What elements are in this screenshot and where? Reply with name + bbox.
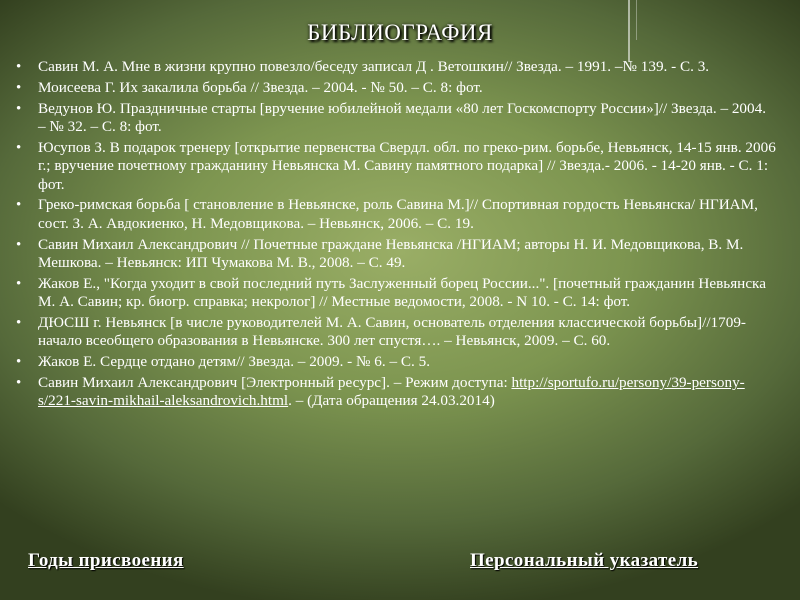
- item-text: Жаков Е. Сердце отдано детям// Звезда. – 2009. - № 6. – С. 5.: [38, 353, 431, 371]
- slide-title: БИБЛИОГРАФИЯ: [307, 20, 493, 45]
- list-item: [16, 353, 776, 371]
- bullet-icon: •: [16, 100, 22, 117]
- personal-index-nav-link[interactable]: Персональный указатель: [470, 550, 699, 571]
- bullet-icon: •: [16, 315, 22, 332]
- list-item: [16, 196, 776, 233]
- bullet-icon: •: [16, 275, 22, 292]
- list-item: [16, 139, 776, 194]
- item-text: Савин М. А. Мне в жизни крупно повезло/беседу записал Д . Ветошкин// Звезда. – 1991. –№ 139. - С. 3.: [38, 58, 710, 75]
- bullet-icon: •: [16, 139, 22, 156]
- item-text: Жаков Е., "Когда уходит в свой последний путь Заслуженный борец России...". [почетный гражданин Невьянска М. А. Савин; кр. биогр. справка; некролог] // Местные ведомости, 2008. - N 10. - С. 14: фот.: [38, 274, 766, 311]
- list-item: [16, 58, 776, 76]
- item-text: Ведунов Ю. Праздничные старты [вручение юбилейной медали «80 лет Госкомспорту России»]// Звезда. – 2004. – № 32. – С. 8: фот.: [38, 99, 767, 135]
- bullet-icon: •: [16, 59, 22, 75]
- bullet-icon: •: [16, 79, 22, 96]
- item-text: ДЮСШ г. Невьянск [в числе руководителей М. А. Савин, основатель отделения классической борьбы]//1709- начало всеобщего образования в Невьянске. 300 лет спустя…. – Невьянск, 2009. – С. 60.: [38, 314, 746, 350]
- list-item: [16, 314, 776, 351]
- bullet-icon: •: [16, 375, 22, 392]
- bibliography-list: [16, 58, 776, 413]
- bullet-icon: •: [16, 236, 22, 253]
- item-text: Савин Михаил Александрович // Почетные граждане Невьянска /НГИАМ; авторы Н. И. Медовщикова, В. М. Мешкова. – Невьянск: ИП Чумакова М. В., 2008. – С. 49.: [38, 235, 744, 272]
- item-text-prefix: Савин Михаил Александрович [Электронный ресурс]. – Режим доступа:: [38, 374, 512, 392]
- list-item: [16, 236, 776, 273]
- years-nav-link[interactable]: Годы присвоения: [28, 550, 184, 571]
- bullet-icon: •: [16, 197, 22, 214]
- list-item: [16, 374, 776, 411]
- bullet-icon: •: [16, 354, 22, 371]
- item-text: Юсупов З. В подарок тренеру [открытие первенства Свердл. обл. по греко-рим. борьбе, Невьянск, 14-15 янв. 2006 г.; вручение почетному гражданину Невьянска М. Савину памятного подарка] // Звезда.- 2006. - 14-20 янв. - С. 1: фот.: [38, 138, 776, 193]
- item-text: Греко-римская борьба [ становление в Невьянске, роль Савина М.]// Спортивная гордость Невьянска/ НГИАМ, сост. З. А. Авдокиенко, Н. Медовщикова. – Невьянск, 2006. – С. 19.: [38, 196, 758, 232]
- resource-link[interactable]: http://sportufo.ru/persony/39-persony-s/221-savin-mikhail-aleksandrovich.html: [38, 374, 745, 410]
- item-text-suffix: . – (Дата обращения 24.03.2014): [288, 392, 495, 410]
- item-text: Моисеева Г. Их закалила борьба // Звезда. – 2004. - № 50. – С. 8: фот.: [38, 78, 483, 96]
- list-item: [16, 79, 776, 97]
- list-item: [16, 100, 776, 137]
- list-item: [16, 275, 776, 312]
